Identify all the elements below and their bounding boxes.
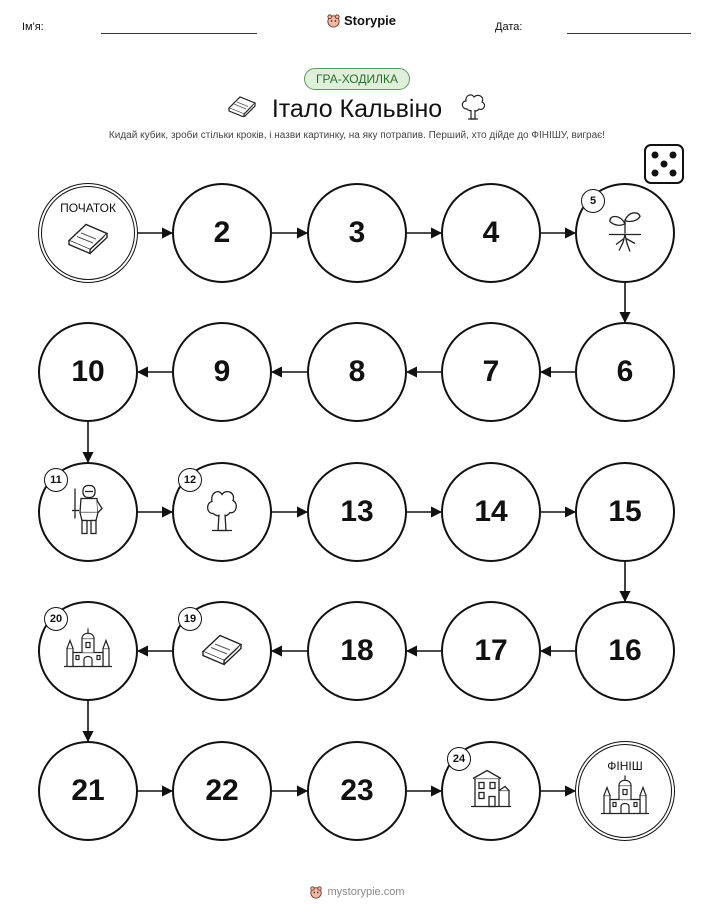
cell-number: 16 (608, 634, 642, 667)
cell-number: 23 (340, 774, 374, 807)
board-cell-9[interactable] (172, 322, 272, 422)
cell-number-badge: 20 (44, 607, 68, 631)
board-cell-5[interactable] (575, 183, 675, 283)
board-cell-13[interactable] (307, 462, 407, 562)
cell-number: 15 (608, 495, 642, 528)
cell-number: 3 (348, 216, 366, 249)
cell-number-badge: 12 (178, 468, 202, 492)
board-cell-24[interactable] (441, 741, 541, 841)
board-cell-15[interactable] (575, 462, 675, 562)
cell-number: 10 (71, 355, 105, 388)
start-cell[interactable] (38, 183, 138, 283)
castle-icon (63, 627, 113, 676)
cell-number-badge: 5 (581, 189, 605, 213)
board-cell-20[interactable] (38, 601, 138, 701)
storypie-mascot-icon (309, 885, 323, 899)
board-cell-10[interactable] (38, 322, 138, 422)
footer-url[interactable]: mystorypie.com (327, 886, 405, 898)
board-cell-18[interactable] (307, 601, 407, 701)
board-cell-3[interactable] (307, 183, 407, 283)
cell-number: 18 (340, 634, 374, 667)
brand-name: Storypie (344, 13, 397, 28)
cell-label: ПОЧАТОК (60, 201, 116, 215)
cell-number: 14 (474, 495, 508, 528)
book-icon (66, 220, 110, 261)
knight-icon (70, 483, 106, 542)
board-cell-6[interactable] (575, 322, 675, 422)
board-cell-23[interactable] (307, 741, 407, 841)
game-instructions: Кидай кубик, зроби стільки кроків, і назви картинку, на яку потрапив. Перший, хто дійде до ФІНІШУ, виграє! (108, 130, 606, 141)
board-cell-22[interactable] (172, 741, 272, 841)
board-cell-17[interactable] (441, 601, 541, 701)
cell-number: 8 (348, 355, 366, 388)
castle-icon (600, 774, 650, 823)
finish-cell[interactable] (575, 741, 675, 841)
cell-number: 13 (340, 495, 374, 528)
board-cell-21[interactable] (38, 741, 138, 841)
cell-number-badge: 19 (178, 607, 202, 631)
cell-number: 21 (71, 774, 105, 807)
game-type-badge: ГРА-ХОДИЛКА (304, 68, 410, 90)
board-cell-2[interactable] (172, 183, 272, 283)
tree-icon (204, 486, 240, 539)
cell-number-badge: 11 (44, 468, 68, 492)
book-icon (200, 631, 244, 672)
board-cell-14[interactable] (441, 462, 541, 562)
name-label: Ім'я: (22, 21, 44, 33)
cell-number: 2 (213, 216, 231, 249)
footer (0, 885, 714, 899)
board-cell-19[interactable] (172, 601, 272, 701)
board-cell-12[interactable] (172, 462, 272, 562)
board-cell-8[interactable] (307, 322, 407, 422)
cell-number: 22 (205, 774, 239, 807)
cell-number: 4 (482, 216, 500, 249)
cell-label: ФІНІШ (607, 759, 643, 773)
cell-number: 7 (482, 355, 500, 388)
building-icon (469, 767, 513, 816)
cell-number-badge: 24 (447, 747, 471, 771)
cell-number: 17 (474, 634, 508, 667)
board-cell-16[interactable] (575, 601, 675, 701)
cell-number: 6 (616, 355, 634, 388)
page-title: Італо Кальвіно (271, 95, 443, 123)
board-cell-4[interactable] (441, 183, 541, 283)
date-label: Дата: (495, 21, 523, 33)
board-cell-11[interactable] (38, 462, 138, 562)
sprout-icon (605, 208, 645, 259)
cell-number: 9 (213, 355, 231, 388)
board-cell-7[interactable] (441, 322, 541, 422)
